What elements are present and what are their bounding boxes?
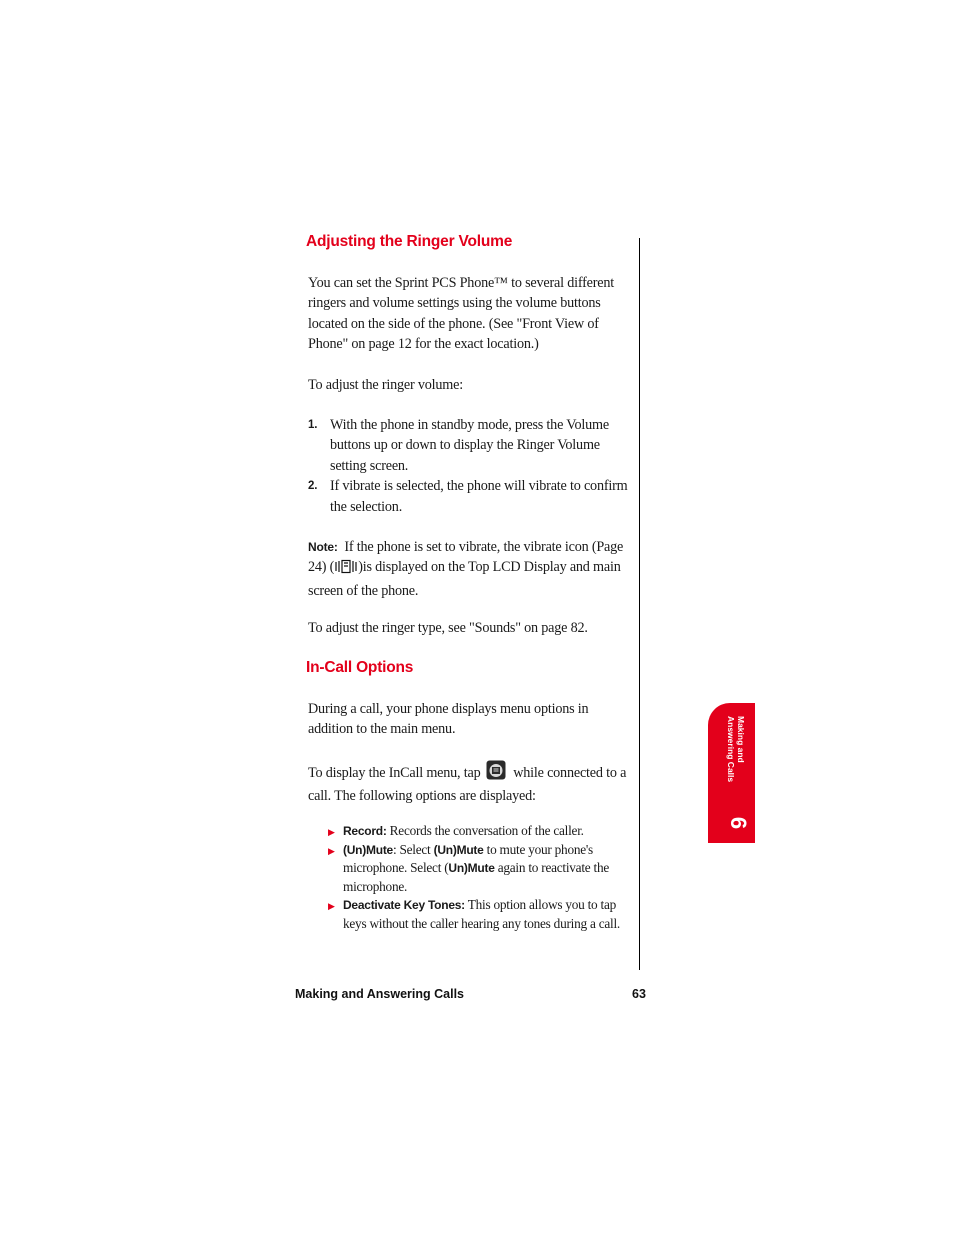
option-item <box>328 841 628 897</box>
option-label: Deactivate Key Tones: <box>343 898 465 912</box>
note-paragraph <box>308 537 632 601</box>
note-label: Note: <box>308 540 338 554</box>
option-item <box>328 822 628 841</box>
incall-intro-paragraph: During a call, your phone displays menu options in addition to the main menu. <box>308 701 589 738</box>
step-number: 2. <box>308 480 318 493</box>
step-number: 1. <box>308 419 318 431</box>
chapter-tab-line1: Making and <box>736 716 746 763</box>
display-text-after: while connected to a call. The following options are displayed: <box>308 765 627 805</box>
chapter-number: 6 <box>726 816 751 830</box>
footer-title: Making and Answering Calls <box>295 987 465 1001</box>
ringer-type-paragraph: To adjust the ringer type, see "Sounds" on page 82. <box>308 620 588 636</box>
option-label: (Un)Mute <box>343 842 393 857</box>
incall-options-list <box>328 822 628 933</box>
option-text: Records the conversation of the caller. <box>386 823 584 838</box>
option-label: Record: <box>343 824 387 838</box>
option-text: again to reactivate the microphone. <box>343 860 610 894</box>
note-text-after: )is displayed on the Top LCD Display and main screen of the phone. <box>308 559 621 599</box>
ringer-intro-paragraph: You can set the Sprint PCS Phone™ to several different ringers and volume settings using the volume buttons located on the side of the phone. (See "Front View of Phone" on page 12 for the exact location.) <box>308 275 615 353</box>
chapter-tab-title <box>726 716 746 782</box>
step-text: With the phone in standby mode, press the Volume buttons up or down to display the Ringer Volume setting screen. <box>330 417 609 474</box>
section-heading-incall-options: In-Call Options <box>306 659 414 676</box>
display-text-before: To display the InCall menu, tap <box>308 765 481 781</box>
note-text-before: If the phone is set to vibrate, the vibrate icon (Page 24) ( <box>308 539 624 576</box>
margin-rule <box>639 238 640 970</box>
option-item <box>328 896 628 933</box>
incall-menu-icon <box>486 760 506 786</box>
option-text: to mute your phone's microphone. Select ( <box>343 841 593 875</box>
vibrate-icon <box>334 559 358 580</box>
incall-display-paragraph <box>308 760 632 807</box>
bullet-arrow-icon: ▶ <box>328 827 335 837</box>
option-label-inline: (Un)Mute <box>433 842 484 857</box>
step-item <box>308 415 632 476</box>
step-text: If vibrate is selected, the phone will vibrate to confirm the selection. <box>330 478 628 515</box>
bullet-arrow-icon: ▶ <box>328 845 335 856</box>
chapter-tab-line2: Answering Calls <box>726 716 736 783</box>
section-heading-ringer-volume: Adjusting the Ringer Volume <box>306 233 513 250</box>
bullet-arrow-icon: ▶ <box>328 901 335 911</box>
option-label-inline: Un)Mute <box>448 861 495 875</box>
step-item <box>308 476 632 517</box>
ringer-lead-paragraph: To adjust the ringer volume: <box>308 377 463 393</box>
page-number: 63 <box>632 987 646 1001</box>
ringer-steps-list <box>308 415 632 517</box>
option-text: This option allows you to tap keys without the caller hearing any tones during a call. <box>343 897 620 931</box>
option-text: : Select <box>392 841 434 857</box>
